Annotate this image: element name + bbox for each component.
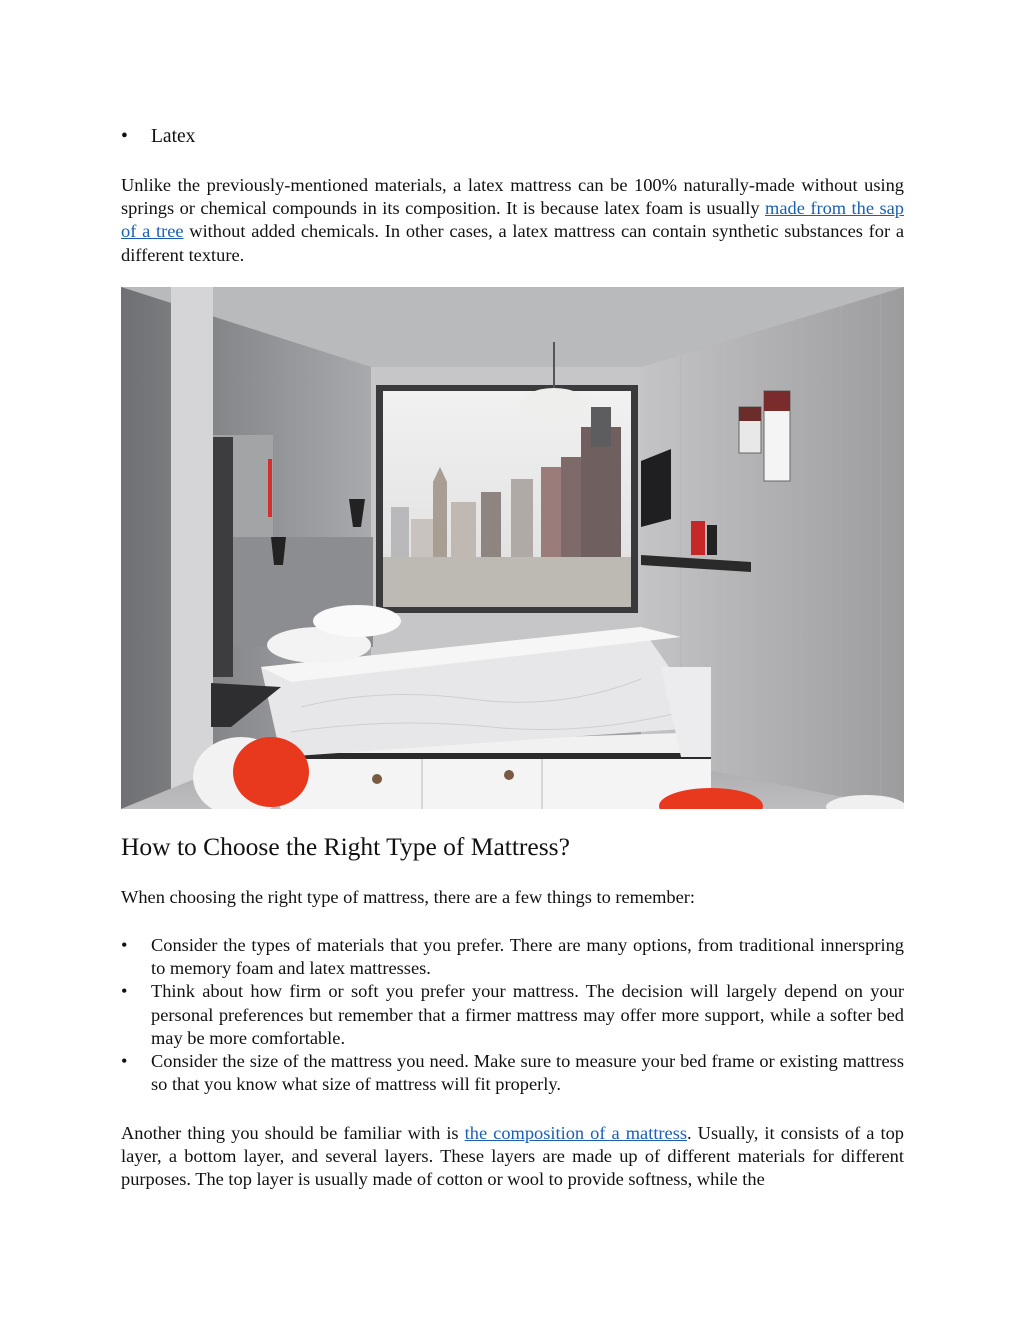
bedroom-photo [121, 287, 904, 809]
latex-bullet-item [121, 125, 904, 148]
list-item-text: Think about how firm or soft you prefer your mattress. The decision will largely depend on your personal preferences but remember that a firmer mattress may offer more support, while a softer bed may be more comfortable. [151, 981, 904, 1048]
list-item [121, 934, 904, 980]
list-item [121, 980, 904, 1050]
bedroom-illustration [121, 287, 904, 809]
list-item [121, 1050, 904, 1096]
list-item-text: Consider the types of materials that you prefer. There are many options, from traditional innerspring to memory foam and latex mattresses. [151, 935, 904, 979]
bullet-marker: • [121, 126, 128, 147]
tips-list [121, 934, 904, 1096]
bullet-marker: • [121, 981, 128, 1002]
sap-of-tree-link[interactable]: made from the sap of a tree [121, 198, 904, 242]
section-heading: How to Choose the Right Type of Mattress? [121, 832, 570, 861]
latex-bullet-label: Latex [151, 126, 196, 147]
composition-text-after: . Usually, it consists of a top layer, a bottom layer, and several layers. These layers are made up of different materials for different purposes. The top layer is usually made of cotton or wool to provide softness, while the [121, 1123, 904, 1190]
section-intro: When choosing the right type of mattress, there are a few things to remember: [121, 887, 696, 907]
list-item-text: Consider the size of the mattress you need. Make sure to measure your bed frame or existing mattress so that you know what size of mattress will fit properly. [151, 1051, 904, 1095]
latex-paragraph [121, 174, 904, 267]
bullet-marker: • [121, 935, 128, 955]
composition-paragraph [121, 1122, 904, 1192]
composition-link[interactable]: the composition of a mattress [464, 1123, 688, 1143]
bullet-marker: • [121, 1051, 128, 1072]
composition-text-before: Another thing you should be familiar with is [121, 1123, 465, 1143]
latex-paragraph-text-after: without added chemicals. In other cases, a latex mattress can contain synthetic substances for a different texture. [121, 221, 904, 265]
latex-paragraph-text-before: Unlike the previously-mentioned materials, a latex mattress can be 100% naturally-made without using springs or chemical compounds in its composition. It is because latex foam is usually [121, 175, 904, 219]
